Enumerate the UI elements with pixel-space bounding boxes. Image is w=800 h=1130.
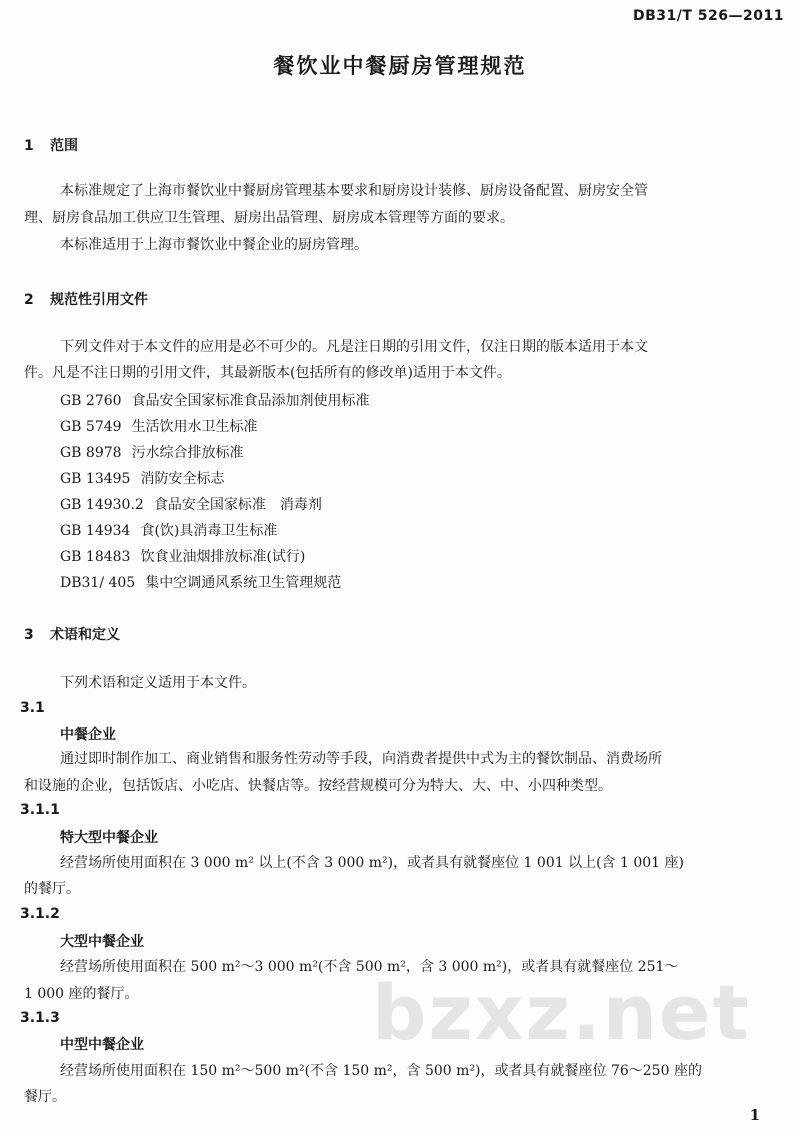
reference-name: 污水综合排放标准 xyxy=(131,445,244,461)
reference-code: GB 13495 xyxy=(60,471,131,487)
document-number: DB31/T 526—2011 xyxy=(633,8,784,24)
reference-code: GB 18483 xyxy=(60,549,131,565)
reference-item xyxy=(60,390,370,410)
section-title: 术语和定义 xyxy=(50,627,120,643)
section-title: 范围 xyxy=(50,138,78,154)
reference-code: GB 14930.2 xyxy=(60,497,144,513)
section-number: 3 xyxy=(24,627,34,643)
clause-number: 3.1 xyxy=(20,700,45,716)
paragraph-line: 1 000 座的餐厅。 xyxy=(24,986,139,1002)
paragraph-line: 通过即时制作加工、商业销售和服务性劳动等手段，向消费者提供中式为主的餐饮制品、消费场所 xyxy=(60,751,662,767)
paragraph-line: 餐厅。 xyxy=(24,1089,66,1105)
reference-item xyxy=(60,546,305,566)
section-number: 2 xyxy=(24,292,34,308)
term-title: 特大型中餐企业 xyxy=(60,830,158,846)
paragraph-line: 下列文件对于本文件的应用是必不可少的。凡是注日期的引用文件，仅注日期的版本适用于本文 xyxy=(60,339,648,355)
reference-item xyxy=(60,494,322,514)
section-heading-references xyxy=(24,289,148,309)
reference-name: 食品安全国家标准食品添加剂使用标准 xyxy=(131,393,370,409)
reference-name: 食品安全国家标准 消毒剂 xyxy=(153,497,322,513)
reference-name: 消防安全标志 xyxy=(140,471,225,487)
paragraph-line: 的餐厅。 xyxy=(24,881,80,897)
paragraph-line: 本标准适用于上海市餐饮业中餐企业的厨房管理。 xyxy=(60,237,368,253)
reference-code: GB 2760 xyxy=(60,393,122,409)
reference-code: DB31/ 405 xyxy=(60,575,136,591)
term-title: 中型中餐企业 xyxy=(60,1037,144,1053)
clause-number: 3.1.2 xyxy=(20,906,60,922)
paragraph-line: 本标准规定了上海市餐饮业中餐厨房管理基本要求和厨房设计装修、厨房设备配置、厨房安全管 xyxy=(60,183,648,199)
section-title: 规范性引用文件 xyxy=(50,292,148,308)
reference-code: GB 14934 xyxy=(60,523,131,539)
reference-code: GB 5749 xyxy=(60,419,122,435)
page-title: 餐饮业中餐厨房管理规范 xyxy=(273,54,527,78)
reference-name: 生活饮用水卫生标准 xyxy=(131,419,258,435)
section-number: 1 xyxy=(24,138,34,154)
paragraph-line: 理、厨房食品加工供应卫生管理、厨房出品管理、厨房成本管理等方面的要求。 xyxy=(24,210,514,226)
reference-name: 饮食业油烟排放标准(试行) xyxy=(140,549,306,565)
reference-name: 食(饮)具消毒卫生标准 xyxy=(140,523,278,539)
term-title: 中餐企业 xyxy=(60,727,116,743)
clause-number: 3.1.3 xyxy=(20,1010,60,1026)
term-title: 大型中餐企业 xyxy=(60,934,144,950)
page-number: 1 xyxy=(749,1106,760,1124)
watermark: bzxz.net xyxy=(372,968,751,1057)
clause-number: 3.1.1 xyxy=(20,802,60,818)
reference-code: GB 8978 xyxy=(60,445,122,461)
section-heading-terms xyxy=(24,624,120,644)
paragraph-line: 经营场所使用面积在 3 000 m² 以上(不含 3 000 m²)，或者具有就餐座位 1 001 以上(含 1 001 座) xyxy=(60,855,684,871)
reference-item xyxy=(60,468,224,488)
reference-item xyxy=(60,520,277,540)
section-heading-scope xyxy=(24,135,78,155)
paragraph-line: 下列术语和定义适用于本文件。 xyxy=(60,675,256,691)
reference-item xyxy=(60,416,258,436)
paragraph-line: 和设施的企业，包括饭店、小吃店、快餐店等。按经营规模可分为特大、大、中、小四种类型。 xyxy=(24,778,612,794)
reference-item xyxy=(60,442,244,462)
paragraph-line: 件。凡是不注日期的引用文件，其最新版本(包括所有的修改单)适用于本文件。 xyxy=(24,365,511,381)
paragraph-line: 经营场所使用面积在 150 m²～500 m²(不含 150 m²，含 500 m²)，或者具有就餐座位 76～250 座的 xyxy=(60,1063,702,1079)
reference-name: 集中空调通风系统卫生管理规范 xyxy=(145,575,342,591)
paragraph-line: 经营场所使用面积在 500 m²～3 000 m²(不含 500 m²，含 3 000 m²)，或者具有就餐座位 251～ xyxy=(60,959,679,975)
reference-item xyxy=(60,572,341,592)
